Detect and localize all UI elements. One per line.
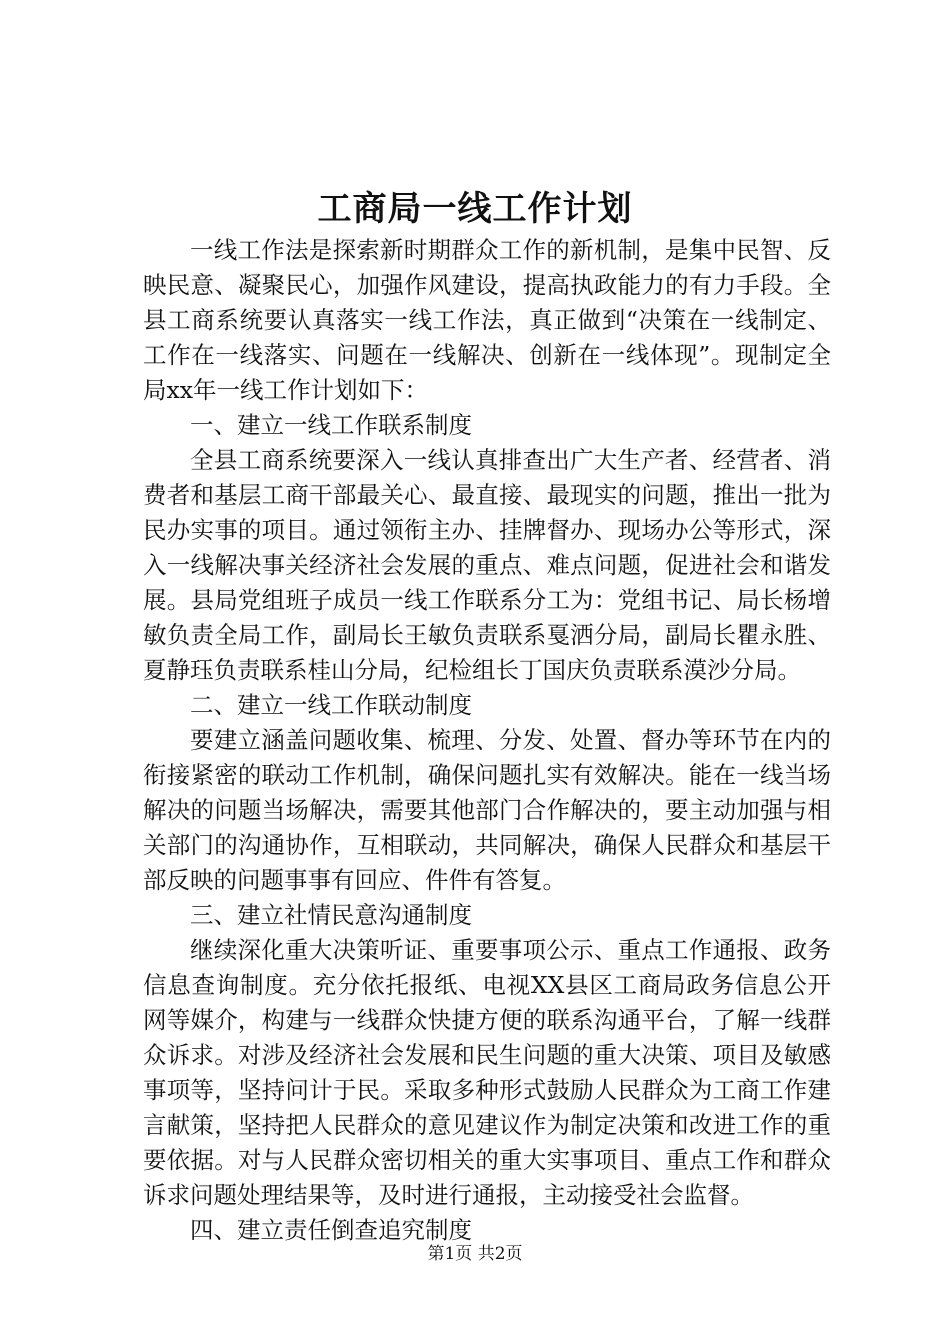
section-4-heading: 四、建立责任倒查追究制度: [190, 1216, 472, 1244]
section-3-heading: 三、建立社情民意沟通制度: [190, 901, 472, 929]
section-2-heading: 二、建立一线工作联动制度: [190, 691, 472, 719]
page-footer: 第1页 共2页: [427, 1244, 523, 1264]
intro-paragraph: 一线工作法是探索新时期群众工作的新机制，是集中民智、反映民意、凝聚民心，加强作风建设，提高执政能力的有力手段。全县工商系统要认真落实一线工作法，真正做到“决策在一线制定、工作在一线落实、问题在一线解决、创新在一线体现”。现制定全局xx年一线工作计划如下：: [143, 236, 831, 404]
section-1-paragraph: 全县工商系统要深入一线认真排查出广大生产者、经营者、消费者和基层工商干部最关心、最直接、最现实的问题，推出一批为民办实事的项目。通过领衔主办、挂牌督办、现场办公等形式，深入一线解决事关经济社会发展的重点、难点问题，促进社会和谐发展。县局党组班子成员一线工作联系分工为：党组书记、局长杨增敏负责全局工作，副局长王敏负责联系戛洒分局，副局长瞿永胜、夏静珏负责联系桂山分局，纪检组长丁国庆负责联系漠沙分局。: [143, 446, 831, 684]
document-body: [143, 233, 831, 1248]
section-2-paragraph: 要建立涵盖问题收集、梳理、分发、处置、督办等环节在内的衔接紧密的联动工作机制，确保问题扎实有效解决。能在一线当场解决的问题当场解决，需要其他部门合作解决的，要主动加强与相关部门的沟通协作，互相联动，共同解决，确保人民群众和基层干部反映的问题事事有回应、件件有答复。: [143, 726, 831, 894]
document-title: 工商局一线工作计划: [317, 189, 633, 229]
section-3-paragraph: 继续深化重大决策听证、重要事项公示、重点工作通报、政务信息查询制度。充分依托报纸、电视XX县区工商局政务信息公开网等媒介，构建与一线群众快捷方便的联系沟通平台，了解一线群众诉求。对涉及经济社会发展和民生问题的重大决策、项目及敏感事项等，坚持问计于民。采取多种形式鼓励人民群众为工商工作建言献策，坚持把人民群众的意见建议作为制定决策和改进工作的重要依据。对与人民群众密切相关的重大实事项目、重点工作和群众诉求问题处理结果等，及时进行通报，主动接受社会监督。: [143, 936, 831, 1209]
section-1-heading: 一、建立一线工作联系制度: [190, 411, 472, 439]
